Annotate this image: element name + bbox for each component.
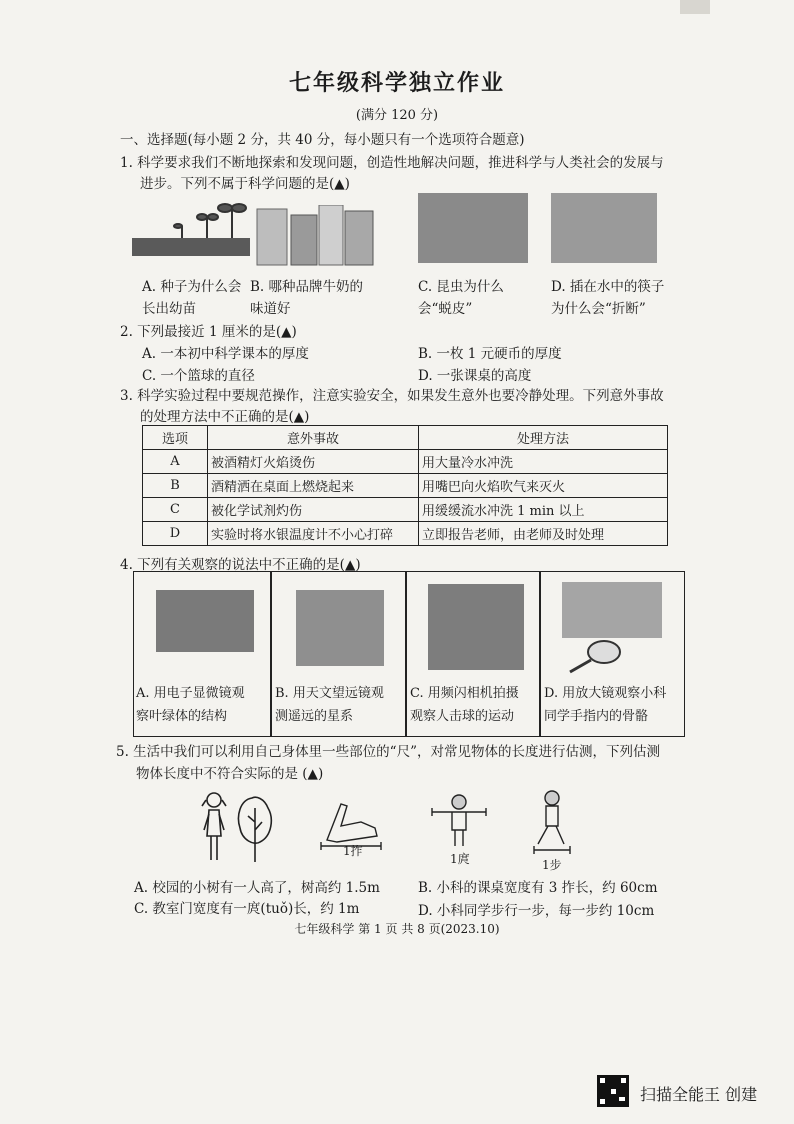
- table-row: [143, 450, 668, 474]
- arm-span-label: 1庹: [450, 852, 470, 866]
- table-row: [143, 474, 668, 498]
- q5-option-c: C. 教室门宽度有一庹(tuǒ)长，约 1m: [134, 901, 360, 917]
- q1-option-c: C. 昆虫为什么: [418, 279, 504, 295]
- magnifier-icon: [564, 638, 624, 674]
- page-title: 七年级科学独立作业: [288, 70, 505, 96]
- table-cell: A: [143, 450, 208, 474]
- q2-option-c: C. 一个篮球的直径: [142, 368, 255, 384]
- table-cell: 用嘴巴向火焰吹气来灭火: [419, 474, 668, 498]
- telescope-photo: [296, 590, 384, 666]
- chopstick-in-water-photo: [551, 193, 657, 263]
- table-cell: 被酒精灯火焰烫伤: [208, 450, 419, 474]
- q4-option-b: B. 用天文望远镜观 测遥远的星系: [275, 686, 384, 724]
- q1-option-a-line2: 长出幼苗: [142, 301, 196, 317]
- page-footer: 七年级科学 第 1 页 共 8 页(2023.10): [294, 922, 500, 936]
- q5-option-b: B. 小科的课桌宽度有 3 拃长，约 60cm: [418, 880, 658, 896]
- step-label: 1步: [542, 858, 562, 872]
- q1-option-c-line2: 会“蜕皮”: [418, 301, 473, 317]
- scan-corner-mark: [680, 0, 710, 14]
- insect-molting-photo: [418, 193, 528, 263]
- full-score: (满分 120 分): [355, 108, 439, 123]
- q3-stem-line1: 3. 科学实验过程中要规范操作，注意实验安全，如果发生意外也要冷静处理。下列意外事故: [120, 388, 664, 404]
- q4-option-a-box: [133, 571, 272, 737]
- electron-microscope-photo: [156, 590, 254, 652]
- qr-code-icon: [597, 1075, 629, 1107]
- q1-option-a: A. 种子为什么会: [142, 279, 242, 295]
- q4-option-d: D. 用放大镜观察小科 同学手指内的骨骼: [544, 686, 667, 724]
- table-cell: 实验时将水银温度计不小心打碎: [208, 522, 419, 546]
- table-header: 选项: [143, 426, 208, 450]
- hand-span-label: 1拃: [343, 844, 363, 858]
- q3-stem-line2: 的处理方法中不正确的是(▲): [140, 409, 310, 425]
- q2-option-d: D. 一张课桌的高度: [418, 368, 532, 384]
- milk-cartons-image: [255, 205, 375, 267]
- q5-option-d: D. 小科同学步行一步，每一步约 10cm: [418, 903, 655, 919]
- q1-stem-line1: 1. 科学要求我们不断地探索和发现问题，创造性地解决问题，推进科学与人类社会的发展与: [120, 155, 664, 171]
- step-figure: [530, 788, 574, 854]
- table-row: [143, 498, 668, 522]
- table-cell: 酒精洒在桌面上燃烧起来: [208, 474, 419, 498]
- q1-stem-line2: 进步。下列不属于科学问题的是(▲): [140, 176, 350, 192]
- q1-option-d: D. 插在水中的筷子: [551, 279, 665, 295]
- table-cell: 用缓缓流水冲洗 1 min 以上: [419, 498, 668, 522]
- table-row: [143, 522, 668, 546]
- q5-stem-line1: 5. 生活中我们可以利用自己身体里一些部位的“尺”，对常见物体的长度进行估测，下列估测: [116, 744, 660, 760]
- q4-option-b-box: [270, 571, 407, 737]
- q5-stem-line2: 物体长度中不符合实际的是 (▲): [136, 766, 324, 782]
- q2-stem: 2. 下列最接近 1 厘米的是(▲): [120, 324, 297, 340]
- seedling-image: [132, 200, 252, 262]
- arm-span-figure: [428, 790, 490, 850]
- q2-option-a: A. 一本初中科学课本的厚度: [142, 346, 309, 362]
- q4-stem: 4. 下列有关观察的说法中不正确的是(▲): [120, 557, 361, 573]
- q1-option-b: B. 哪种品牌牛奶的: [250, 279, 364, 295]
- table-header-row: [143, 426, 668, 450]
- q5-option-a: A. 校园的小树有一人高了，树高约 1.5m: [134, 880, 380, 896]
- q4-option-c: C. 用频闪相机拍摄 观察人击球的运动: [410, 686, 519, 724]
- q4-option-c-box: [405, 571, 541, 737]
- section-heading: 一、选择题(每小题 2 分，共 40 分，每小题只有一个选项符合题意): [120, 132, 525, 148]
- table-cell: C: [143, 498, 208, 522]
- q1-option-d-line2: 为什么会“折断”: [551, 301, 646, 317]
- strobe-photo: [428, 584, 524, 670]
- accident-table: [142, 425, 668, 546]
- table-cell: D: [143, 522, 208, 546]
- hand-bones-photo: [562, 582, 662, 638]
- table-cell: 立即报告老师，由老师及时处理: [419, 522, 668, 546]
- table-cell: B: [143, 474, 208, 498]
- table-cell: 用大量冷水冲洗: [419, 450, 668, 474]
- q1-option-b-line2: 味道好: [250, 301, 291, 317]
- q4-option-d-box: [539, 571, 685, 737]
- girl-and-tree-figure: [196, 788, 278, 868]
- q4-option-a: A. 用电子显微镜观 察叶绿体的结构: [136, 686, 245, 724]
- q2-option-b: B. 一枚 1 元硬币的厚度: [418, 346, 562, 362]
- scanner-watermark: 扫描全能王 创建: [640, 1085, 758, 1104]
- table-header: 处理方法: [419, 426, 668, 450]
- table-header: 意外事故: [208, 426, 419, 450]
- table-cell: 被化学试剂灼伤: [208, 498, 419, 522]
